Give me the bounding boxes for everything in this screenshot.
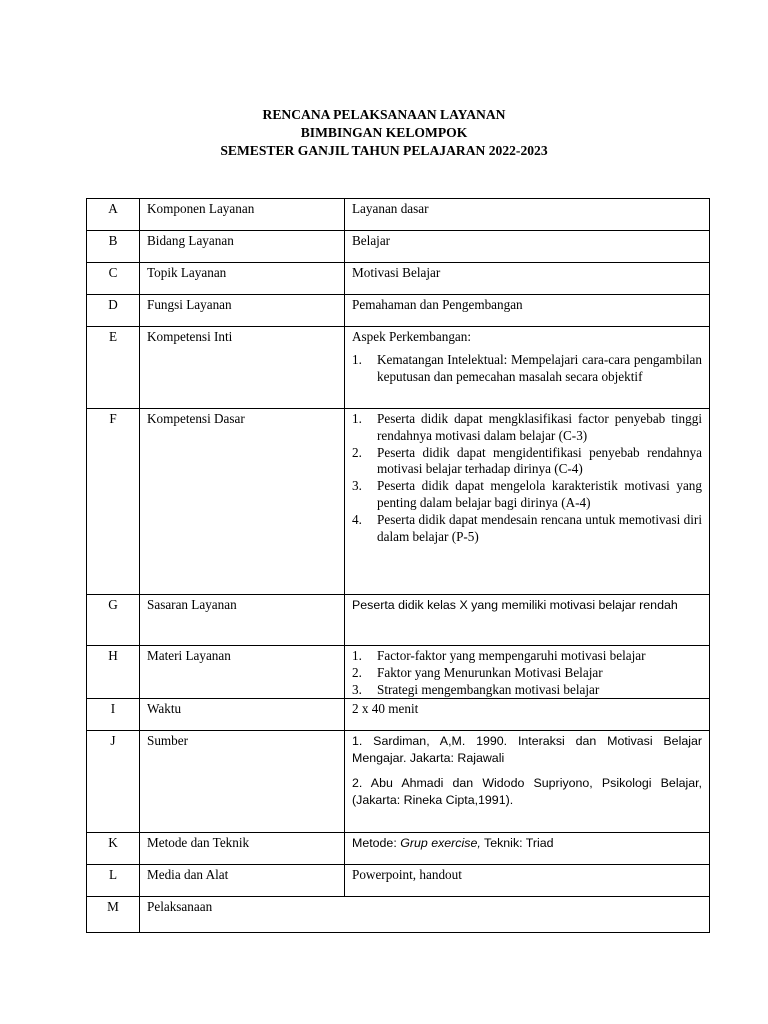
row-label: Metode dan Teknik [140, 833, 345, 865]
row-label: Bidang Layanan [140, 231, 345, 263]
table-row-e [87, 327, 710, 409]
row-label: Kompetensi Inti [140, 327, 345, 409]
method-italic: Grup exercise, [400, 836, 481, 851]
list-item [352, 411, 702, 445]
row-code: E [87, 327, 140, 409]
technique-text: Teknik: Triad [480, 836, 554, 851]
row-code: F [87, 409, 140, 595]
table-row-k [87, 833, 710, 865]
row-code: C [87, 263, 140, 295]
title-line-2: BIMBINGAN KELOMPOK [300, 125, 468, 140]
list-number: 4. [352, 511, 362, 527]
row-value [345, 327, 710, 409]
list-text: Factor-faktor yang mempengaruhi motivasi belajar [377, 648, 646, 663]
document-title [0, 106, 768, 160]
table-row-f [87, 409, 710, 595]
table-row-a [87, 199, 710, 231]
list-text: Peserta didik dapat mengklasifikasi factor penyebab tinggi rendahnya motivasi dalam belajar (C-3) [377, 411, 702, 443]
list-item [352, 682, 702, 699]
row-label: Materi Layanan [140, 646, 345, 699]
list-number: 1. [352, 411, 362, 426]
row-label: Komponen Layanan [140, 199, 345, 231]
list-item [352, 648, 702, 665]
row-label: Waktu [140, 699, 345, 731]
basic-competency-list [352, 411, 702, 545]
row-label: Kompetensi Dasar [140, 409, 345, 595]
list-text: Peserta didik dapat mengelola karakteristik motivasi yang penting dalam belajar bagi dirinya (A-4) [377, 478, 702, 510]
list-text: Peserta didik dapat mendesain rencana untuk memotivasi diri dalam belajar (P-5) [377, 511, 702, 544]
row-value: Layanan dasar [345, 199, 710, 231]
row-value [345, 731, 710, 833]
table-row-d [87, 295, 710, 327]
row-label: Fungsi Layanan [140, 295, 345, 327]
list-text: Faktor yang Menurunkan Motivasi Belajar [377, 664, 603, 680]
table-row-b [87, 231, 710, 263]
title-line-3: SEMESTER GANJIL TAHUN PELAJARAN 2022-2023 [220, 143, 548, 158]
row-code: M [87, 897, 140, 933]
row-label: Sumber [140, 731, 345, 833]
row-code: J [87, 731, 140, 833]
reference-2: 2. Abu Ahmadi dan Widodo Supriyono, Psikologi Belajar, (Jakarta: Rineka Cipta,1991). [352, 775, 702, 807]
list-text: Strategi mengembangkan motivasi belajar [377, 681, 600, 697]
row-code: G [87, 595, 140, 646]
row-value [345, 833, 710, 865]
row-code: L [87, 865, 140, 897]
list-item [352, 512, 702, 546]
row-code: B [87, 231, 140, 263]
table-row-g [87, 595, 710, 646]
list-item [352, 352, 702, 386]
row-value: Motivasi Belajar [345, 263, 710, 295]
title-line-1: RENCANA PELAKSANAAN LAYANAN [262, 107, 506, 122]
row-value [345, 646, 710, 699]
row-label: Topik Layanan [140, 263, 345, 295]
list-item [352, 478, 702, 512]
table-row-i [87, 699, 710, 731]
row-value: Belajar [345, 231, 710, 263]
row-value: Peserta didik kelas X yang memiliki motivasi belajar rendah [345, 595, 710, 646]
row-code: H [87, 646, 140, 699]
row-label: Sasaran Layanan [140, 595, 345, 646]
row-code: K [87, 833, 140, 865]
core-competency-list [352, 352, 702, 386]
row-code: A [87, 199, 140, 231]
row-code: D [87, 295, 140, 327]
list-number: 3. [352, 681, 362, 697]
row-value: Powerpoint, handout [345, 865, 710, 897]
list-text: Kematangan Intelektual: Mempelajari cara-cara pengambilan keputusan dan pemecahan masalah secara objektif [377, 351, 702, 384]
list-text: Peserta didik dapat mengidentifikasi penyebab rendahnya motivasi belajar terhadap dirinya (C-4) [377, 444, 702, 477]
list-number: 3. [352, 478, 362, 494]
list-item [352, 445, 702, 479]
list-number: 2. [352, 664, 362, 680]
row-value: 2 x 40 menit [345, 699, 710, 731]
row-value: Pemahaman dan Pengembangan [345, 295, 710, 327]
reference-1: 1. Sardiman, A,M. 1990. Interaksi dan Motivasi Belajar Mengajar. Jakarta: Rajawali [352, 734, 702, 766]
table-row-m [87, 897, 710, 933]
aspect-intro: Aspek Perkembangan: [352, 329, 472, 344]
method-prefix: Metode: [352, 836, 401, 851]
table-row-c [87, 263, 710, 295]
list-number: 1. [352, 351, 362, 367]
table-row-h [87, 646, 710, 699]
table-row-j [87, 731, 710, 833]
list-number: 2. [352, 444, 362, 460]
row-value [345, 409, 710, 595]
row-label: Media dan Alat [140, 865, 345, 897]
list-item [352, 665, 702, 682]
material-list [352, 648, 702, 698]
row-label: Pelaksanaan [140, 897, 710, 933]
list-number: 1. [352, 648, 362, 663]
table-row-l [87, 865, 710, 897]
row-code: I [87, 699, 140, 731]
plan-table [86, 198, 710, 933]
